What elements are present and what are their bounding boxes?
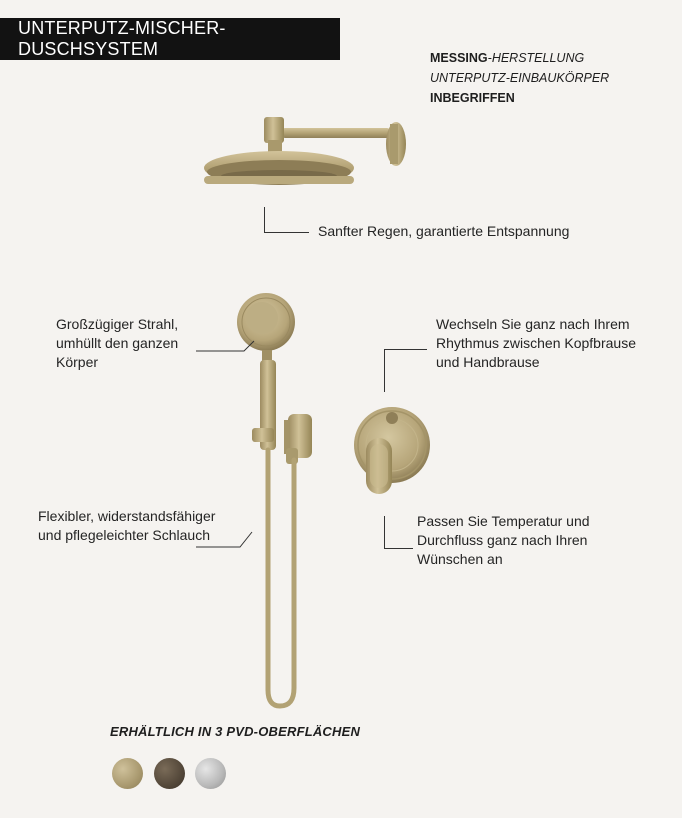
badge-included: INBEGRIFFEN bbox=[430, 91, 515, 105]
callout-diverter-line2: Rhythmus zwischen Kopfbrause bbox=[436, 335, 636, 351]
callout-head-shower: Sanfter Regen, garantierte Entspannung bbox=[318, 223, 570, 239]
callout-hose-line1: Flexibler, widerstandsfähiger bbox=[38, 508, 216, 524]
swatch-chrome[interactable] bbox=[195, 758, 226, 789]
swatch-bronze[interactable] bbox=[154, 758, 185, 789]
callout-hand-shower-line1: Großzügiger Strahl, bbox=[56, 316, 179, 332]
callout-hand-shower-line2: umhüllt den ganzen bbox=[56, 335, 179, 351]
badge-body: UNTERPUTZ-EINBAUKÖRPER bbox=[430, 71, 610, 85]
callout-diverter-line1: Wechseln Sie ganz nach Ihrem bbox=[436, 316, 630, 332]
callout-mixer bbox=[417, 512, 590, 569]
callout-hose-line2: und pflegeleichter Schlauch bbox=[38, 527, 211, 543]
callout-mixer-line3: Wünschen an bbox=[417, 551, 503, 567]
callout-mixer-line1: Passen Sie Temperatur und bbox=[417, 513, 590, 529]
swatch-brushed-brass[interactable] bbox=[112, 758, 143, 789]
page-title: UNTERPUTZ-MISCHER-DUSCHSYSTEM bbox=[18, 18, 226, 59]
badge-material-bold: MESSING bbox=[430, 51, 488, 65]
callout-hand-shower-line3: Körper bbox=[56, 354, 99, 370]
badge-material-rest: -HERSTELLUNG bbox=[487, 51, 585, 65]
leader-mixer bbox=[384, 516, 413, 549]
callout-diverter-line3: und Handbrause bbox=[436, 354, 540, 370]
callout-mixer-line2: Durchfluss ganz nach Ihren bbox=[417, 532, 588, 548]
finishes-title: ERHÄLTLICH IN 3 PVD-OBERFLÄCHEN bbox=[110, 724, 361, 739]
